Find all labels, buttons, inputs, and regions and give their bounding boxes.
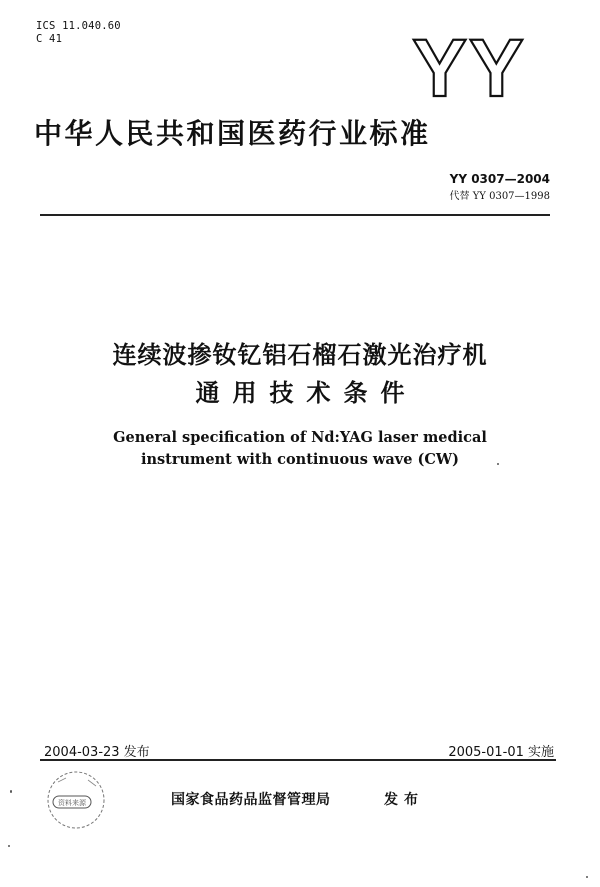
issuing-authority-title: 中华人民共和国医药行业标准 xyxy=(34,117,431,150)
english-title-line-1: General specification of Nd:YAG laser medical xyxy=(113,429,487,446)
publish-label: 发布 xyxy=(384,792,424,808)
stamp-text: 资料来源 xyxy=(58,799,86,807)
yy-logo xyxy=(394,26,544,106)
issue-date: 2004-03-23 发布 xyxy=(44,745,150,760)
ccs-code: C 41 xyxy=(36,33,63,45)
english-title-line-2: instrument with continuous wave (CW) xyxy=(140,451,460,468)
yy-logo-text: YY xyxy=(412,26,526,106)
publisher-name: 国家食品药品监督管理局 xyxy=(171,792,331,808)
scan-speck xyxy=(586,876,588,878)
stamp-seal xyxy=(44,768,108,832)
chinese-title-line-2: 通用技术条件 xyxy=(195,379,418,407)
replaces-standard: 代替 YY 0307—1998 xyxy=(449,191,550,202)
chinese-title-line-1: 连续波掺钕钇铝石榴石激光治疗机 xyxy=(112,341,488,369)
standard-number-block xyxy=(450,172,550,202)
scan-speck xyxy=(10,790,12,793)
implementation-date: 2005-01-01 实施 xyxy=(448,745,554,760)
english-title xyxy=(0,427,600,471)
scan-speck xyxy=(8,845,10,847)
ics-code: ICS 11.040.60 xyxy=(36,20,121,32)
top-divider xyxy=(40,214,550,216)
scan-speck xyxy=(497,463,499,465)
standard-number: YY 0307—2004 xyxy=(449,172,550,186)
bottom-divider xyxy=(40,759,556,761)
classification-codes xyxy=(36,20,121,46)
